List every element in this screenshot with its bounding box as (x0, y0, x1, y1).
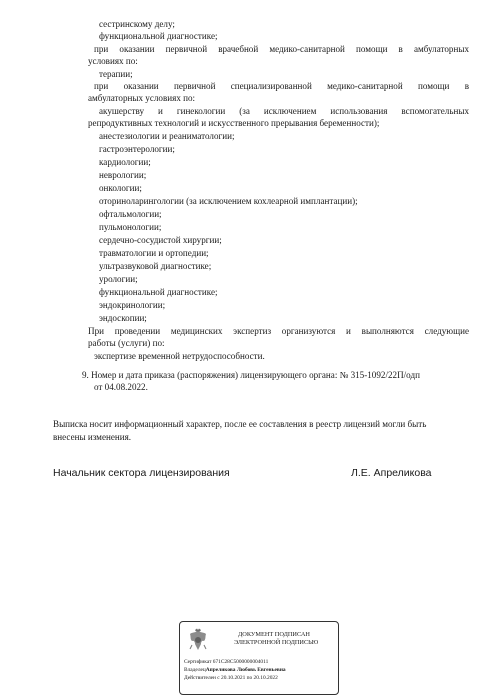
list-item: репродуктивных технологий и искусственного прерывания беременности); (88, 118, 380, 128)
stamp-title: ЭЛЕКТРОННОЙ ПОДПИСЬЮ (234, 639, 319, 646)
list-item: сердечно-сосудистой хирургии; (99, 235, 222, 245)
list-item: оториноларингологии (за исключением кохлеарной имплантации); (99, 196, 358, 206)
signer-position: Начальник сектора лицензирования (53, 467, 230, 479)
order-date-line: от 04.08.2022. (94, 382, 148, 392)
disclaimer-line: внесены изменения. (53, 432, 132, 442)
list-item: эндокринологии; (99, 300, 166, 310)
stamp-owner (184, 667, 286, 674)
stamp-title: ДОКУМЕНТ ПОДПИСАН (238, 631, 310, 638)
list-item: пульмонологии; (99, 222, 162, 232)
list-item: кардиологии; (99, 157, 151, 167)
list-item: урологии; (99, 274, 138, 284)
list-item: травматологии и ортопедии; (99, 248, 209, 258)
list-item: работы (услуги) по: (88, 338, 165, 348)
stamp-owner-label: Владелец (184, 667, 206, 673)
stamp-validity: Действителен с 20.10.2021 по 20.10.2022 (184, 675, 278, 681)
stamp-owner-name: Апреликова Любовь Евгеньевна (205, 667, 286, 673)
list-item: функциональной диагностике; (99, 287, 218, 297)
signer-name: Л.Е. Апреликова (351, 467, 432, 479)
list-item: амбулаторных условиях по: (88, 93, 196, 103)
order-number-line: 9. Номер и дата приказа (распоряжения) лицензирующего органа: № 315-1092/22П/одп (82, 370, 420, 380)
list-item: анестезиологии и реаниматологии; (99, 131, 235, 141)
list-item: гастроэнтерологии; (99, 144, 175, 154)
list-item: эндоскопии; (99, 313, 147, 323)
list-item: онкологии; (99, 183, 142, 193)
list-item: условиях по: (88, 56, 138, 66)
list-item: экспертизе временной нетрудоспособности. (94, 351, 265, 361)
list-item: сестринскому делу; (99, 19, 175, 29)
list-item: При проведении медицинских экспертиз организуются и выполняются следующие (88, 326, 469, 336)
list-item: офтальмологии; (99, 209, 162, 219)
list-item: при оказании первичной врачебной медико-санитарной помощи в амбулаторных (94, 44, 469, 54)
list-item: при оказании первичной специализированной медико-санитарной помощи в (94, 81, 469, 91)
coat-of-arms-icon (187, 628, 209, 654)
list-item: ультразвуковой диагностике; (99, 261, 212, 271)
electronic-signature-stamp (179, 621, 339, 695)
stamp-certificate: Сертификат 671C28C5000000004011 (184, 659, 269, 665)
list-item: функциональной диагностике; (99, 31, 218, 41)
disclaimer-line: Выписка носит информационный характер, после ее составления в реестр лицензий могли быть (53, 419, 427, 429)
list-item: терапии; (99, 69, 133, 79)
list-item: неврологии; (99, 170, 147, 180)
list-item: акушерству и гинекологии (за исключением использования вспомогательных (99, 106, 469, 116)
